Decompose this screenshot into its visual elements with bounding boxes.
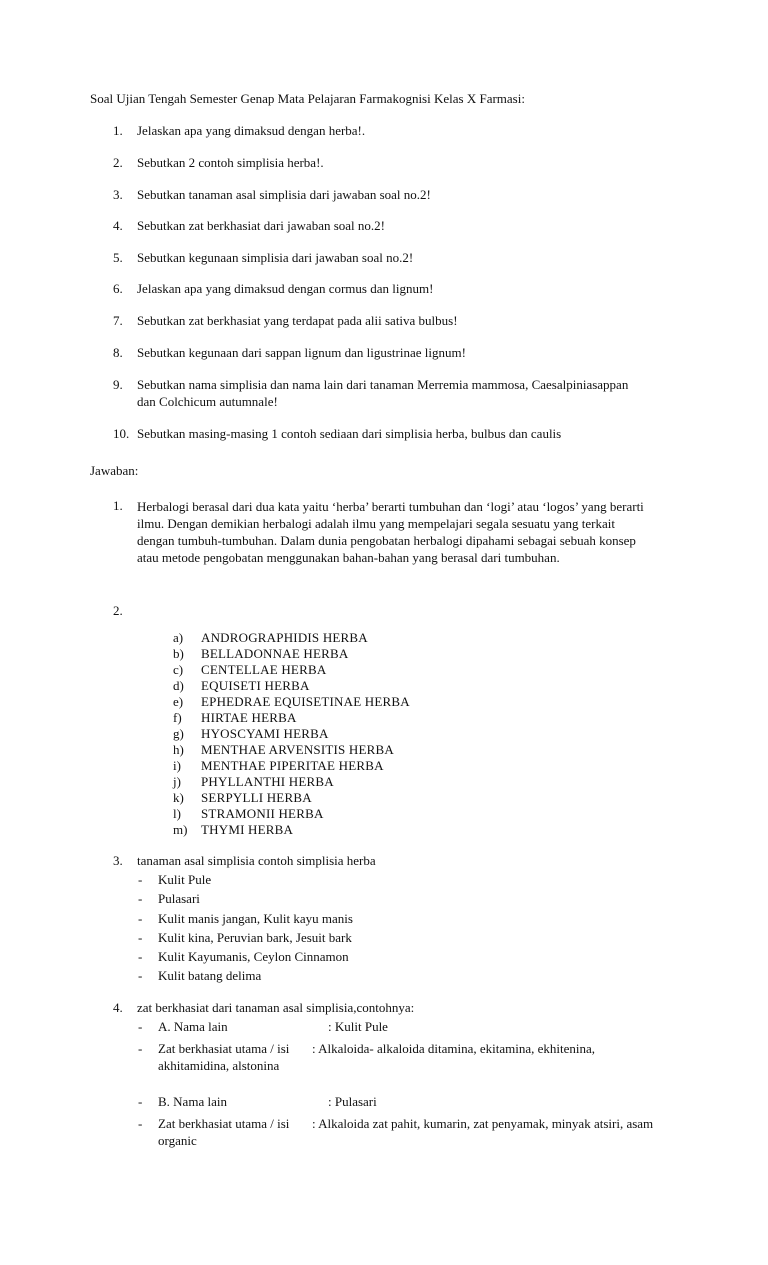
list-item-letter: c) <box>173 662 184 677</box>
list-item-name: SERPYLLI HERBA <box>201 790 312 805</box>
list-item-letter: k) <box>173 790 184 805</box>
question-text: Sebutkan zat berkhasiat yang terdapat pada alii sativa bulbus! <box>137 313 458 328</box>
dash-bullet: - <box>138 949 143 964</box>
zat-label: Zat berkhasiat utama / isi <box>158 1116 290 1131</box>
question-number: 9. <box>113 377 123 392</box>
list-item-name: THYMI HERBA <box>201 822 294 837</box>
list-item-letter: e) <box>173 694 184 709</box>
answer-number: 2. <box>113 603 123 618</box>
question-number: 2. <box>113 155 123 170</box>
list-item-letter: f) <box>173 710 182 725</box>
list-item-name: STRAMONII HERBA <box>201 806 324 821</box>
question-number: 6. <box>113 281 123 296</box>
list-item-text: Kulit manis jangan, Kulit kayu manis <box>158 911 353 926</box>
question-number: 8. <box>113 345 123 360</box>
dash-bullet: - <box>138 968 143 983</box>
list-item-text: Pulasari <box>158 891 200 906</box>
question-text: Sebutkan 2 contoh simplisia herba!. <box>137 155 324 170</box>
list-item-letter: j) <box>173 774 181 789</box>
question-text: Sebutkan kegunaan simplisia dari jawaban soal no.2! <box>137 250 414 265</box>
document-title: Soal Ujian Tengah Semester Genap Mata Pelajaran Farmakognisi Kelas X Farmasi: <box>90 91 525 106</box>
question-text-line1: Sebutkan nama simplisia dan nama lain dari tanaman Merremia mammosa, Caesalpiniasappan <box>137 377 629 392</box>
question-number: 10. <box>113 426 130 441</box>
dash-bullet: - <box>138 891 143 906</box>
answers-heading: Jawaban: <box>90 463 139 478</box>
question-number: 1. <box>113 123 123 138</box>
answer-line: ilmu. Dengan demikian herbalogi adalah ilmu yang mempelajari segala sesuatu yang terkait <box>137 516 615 531</box>
question-number: 5. <box>113 250 123 265</box>
list-item-letter: m) <box>173 822 188 837</box>
name-value: : Kulit Pule <box>328 1019 388 1034</box>
list-item-text: Kulit Pule <box>158 872 212 887</box>
list-item-name: EQUISETI HERBA <box>201 678 310 693</box>
list-item-letter: l) <box>173 806 181 821</box>
list-item-name: HIRTAE HERBA <box>201 710 297 725</box>
question-text: Sebutkan kegunaan dari sappan lignum dan ligustrinae lignum! <box>137 345 466 360</box>
answer-heading: tanaman asal simplisia contoh simplisia herba <box>137 853 376 868</box>
list-item-name: MENTHAE ARVENSITIS HERBA <box>201 742 394 757</box>
zat-value: : Alkaloida zat pahit, kumarin, zat penyamak, minyak atsiri, asam <box>312 1116 654 1131</box>
answer-number: 3. <box>113 853 123 868</box>
zat-value-continued: organic <box>158 1133 197 1148</box>
answer-line: atau metode pengobatan menggunakan bahan-bahan yang berasal dari tumbuhan. <box>137 550 560 565</box>
list-item-name: MENTHAE PIPERITAE HERBA <box>201 758 384 773</box>
dash-bullet: - <box>138 1041 143 1056</box>
dash-bullet: - <box>138 1116 143 1131</box>
name-label: B. Nama lain <box>158 1094 227 1109</box>
list-item-text: Kulit Kayumanis, Ceylon Cinnamon <box>158 949 349 964</box>
list-item-name: PHYLLANTHI HERBA <box>201 774 334 789</box>
question-text: Jelaskan apa yang dimaksud dengan herba!. <box>137 123 366 138</box>
dash-bullet: - <box>138 1019 143 1034</box>
question-text: Jelaskan apa yang dimaksud dengan cormus dan lignum! <box>137 281 434 296</box>
list-item-letter: b) <box>173 646 184 661</box>
answer-number: 1. <box>113 498 123 513</box>
dash-bullet: - <box>138 930 143 945</box>
question-text: Sebutkan tanaman asal simplisia dari jawaban soal no.2! <box>137 187 431 202</box>
answer-line: Herbalogi berasal dari dua kata yaitu ‘herba’ berarti tumbuhan dan ‘logi’ atau ‘logos’ yang berarti <box>137 499 644 514</box>
question-number: 3. <box>113 187 123 202</box>
list-item-name: HYOSCYAMI HERBA <box>201 726 329 741</box>
dash-bullet: - <box>138 911 143 926</box>
name-value: : Pulasari <box>328 1094 377 1109</box>
zat-label: Zat berkhasiat utama / isi <box>158 1041 290 1056</box>
question-text-line2: dan Colchicum autumnale! <box>137 394 278 409</box>
list-item-name: BELLADONNAE HERBA <box>201 646 349 661</box>
zat-value: : Alkaloida- alkaloida ditamina, ekitamina, ekhitenina, <box>312 1041 596 1056</box>
list-item-letter: a) <box>173 630 184 645</box>
list-item-letter: g) <box>173 726 184 741</box>
dash-bullet: - <box>138 872 143 887</box>
list-item-letter: i) <box>173 758 181 773</box>
answer-number: 4. <box>113 1000 123 1015</box>
list-item-letter: d) <box>173 678 184 693</box>
question-number: 4. <box>113 218 123 233</box>
answer-heading: zat berkhasiat dari tanaman asal simplisia,contohnya: <box>137 1000 415 1015</box>
dash-bullet: - <box>138 1094 143 1109</box>
zat-value-continued: akhitamidina, alstonina <box>158 1058 280 1073</box>
list-item-text: Kulit kina, Peruvian bark, Jesuit bark <box>158 930 352 945</box>
question-number: 7. <box>113 313 123 328</box>
list-item-letter: h) <box>173 742 184 757</box>
list-item-name: ANDROGRAPHIDIS HERBA <box>201 630 368 645</box>
list-item-name: EPHEDRAE EQUISETINAE HERBA <box>201 694 410 709</box>
answer-line: dengan tumbuh-tumbuhan. Dalam dunia pengobatan herbalogi dipahami sebagai sebuah konsep <box>137 533 636 548</box>
name-label: A. Nama lain <box>158 1019 228 1034</box>
list-item-text: Kulit batang delima <box>158 968 262 983</box>
list-item-name: CENTELLAE HERBA <box>201 662 327 677</box>
question-text: Sebutkan zat berkhasiat dari jawaban soal no.2! <box>137 218 385 233</box>
question-text: Sebutkan masing-masing 1 contoh sediaan dari simplisia herba, bulbus dan caulis <box>137 426 562 441</box>
